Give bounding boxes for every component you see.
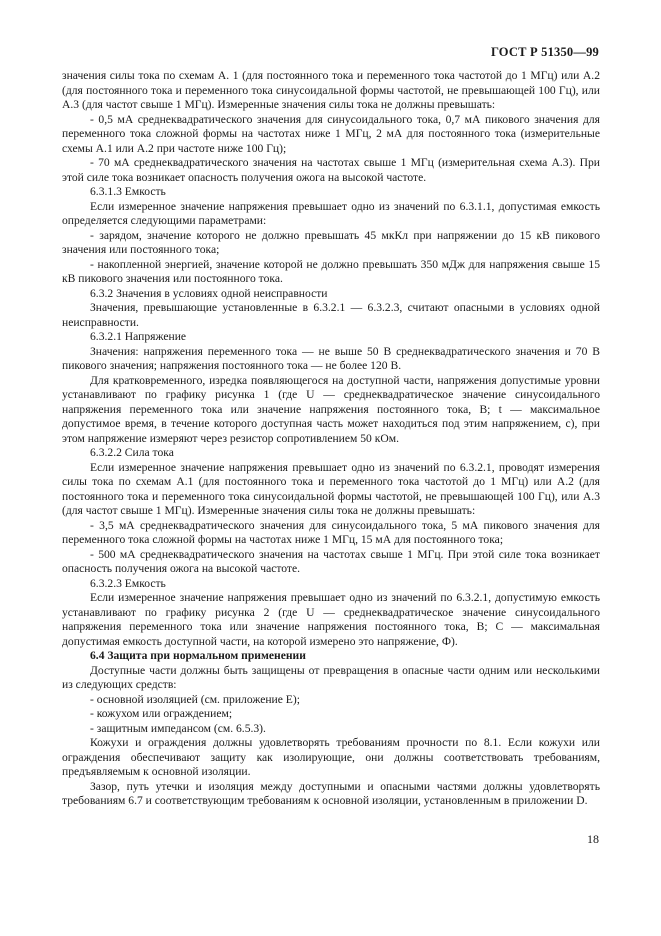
paragraph: Для кратковременного, изредка появляющегося на доступной части, напряжения допустимые уровни устанавливают по графику рисунка 1 (где U — среднеквадратическое значение синусоидального напряжения переменного тока или значение напряжения постоянного тока, В; t — максимальное допустимое время, в течение которого доступная часть может находиться под этим напряжением, с), при этом напряжение измеряют через резистор сопротивлением 50 кОм. [62,373,600,445]
paragraph: - защитным импедансом (см. 6.5.3). [90,721,266,735]
paragraph: Если измеренное значение напряжения превышает одно из значений по 6.3.2.1, проводят измерения силы тока по схемам А.1 (для постоянного тока и переменного тока частотой до 1 МГц) или А.2 (для постоянного тока и переменного тока синусоидальной формы частотой, не превышающей 100 Гц), или А.3 (для частот свыше 1 МГц). Измеренные значения силы тока не должны превышать: [62,460,600,517]
paragraph: - кожухом или ограждением; [90,707,233,720]
paragraph: 6.3.2.3 Емкость [90,576,166,590]
paragraph: Зазор, путь утечки и изоляция между доступными и опасными частями должны удовлетворять требованиям 6.7 и соответствующим требованиям к основной изоляции, установленным в приложении D. [62,779,600,807]
standard-header: ГОСТ Р 51350—99 [490,45,599,59]
paragraph: Если измеренное значение напряжения превышает одно из значений по 6.3.1.1, допустимая емкость определяется следующими параметрами: [62,199,600,227]
paragraph: - основной изоляцией (см. приложение Е); [90,692,300,706]
paragraph: - 500 мА среднеквадратического значения на частотах свыше 1 МГц. При этой силе тока возникает опасность получения ожога на высокой частоте. [62,547,600,575]
paragraph: - 0,5 мА среднеквадратического значения для синусоидального тока, 0,7 мА пикового значения для переменного тока сложной формы на частотах ниже 1 МГц, 2 мА для постоянного тока (измерительные схемы А.1 или А.2 при частоте ниже 100 Гц); [62,112,600,155]
paragraph: Кожухи и ограждения должны удовлетворять требованиям прочности по 8.1. Если кожухи или ограждения обеспечивают защиту как изолирующие, они должны соответствовать требованиям, предъявляемым к основной изоляции. [62,736,600,778]
paragraph: 6.3.2.1 Напряжение [90,330,187,343]
paragraph: Если измеренное значение напряжения превышает одно из значений по 6.3.2.1, допустимую емкость устанавливают по графику рисунка 2 (где U — среднеквадратическое значение синусоидального напряжения переменного тока или значение напряжения постоянного тока, В; C — максимальная допустимая емкость доступной части, на которой измерено это напряжение, Ф). [62,591,600,648]
paragraph: - 70 мА среднеквадратического значения на частотах свыше 1 МГц (измерительная схема А.3). При этой силе тока возникает опасность получения ожога на высокой частоте. [62,156,600,184]
paragraph: Значения, превышающие установленные в 6.3.2.1 — 6.3.2.3, считают опасными в условиях одной неисправности. [62,301,600,329]
paragraph: 6.3.2.2 Сила тока [90,446,174,459]
document-body [62,69,600,809]
paragraph: - 3,5 мА среднеквадратического значения для синусоидального тока, 5 мА пикового значения для переменного тока сложной формы на частотах ниже 1 МГц, 15 мА для постоянного тока; [62,518,600,546]
paragraph: 6.3.2 Значения в условиях одной неисправности [90,286,328,300]
paragraph: 6.3.1.3 Емкость [90,185,166,198]
section-heading: 6.4 Защита при нормальном применении [90,649,306,662]
paragraph: - зарядом, значение которого не должно превышать 45 мкКл при напряжении до 15 кВ пикового значения или постоянного тока; [62,228,600,256]
paragraph: Доступные части должны быть защищены от превращения в опасные части одним или несколькими из следующих средств: [62,663,600,691]
paragraph: - накопленной энергией, значение которой не должно превышать 350 мДж для напряжения свыше 15 кВ пикового значения или постоянного тока. [62,257,600,285]
paragraph: Значения: напряжения переменного тока — не выше 50 В среднеквадратического значения и 70 В пикового значения; напряжения постоянного тока — не более 120 В. [62,344,600,372]
page-number: 18 [587,832,599,846]
paragraph: значения силы тока по схемам А. 1 (для постоянного тока и переменного тока частотой до 1 МГц) или А.2 (для постоянного тока и переменного тока синусоидальной формы частотой, не превышающей 100 Гц), или А.3 (для частот свыше 1 МГц). Измеренные значения силы тока не должны превышать: [62,69,600,111]
